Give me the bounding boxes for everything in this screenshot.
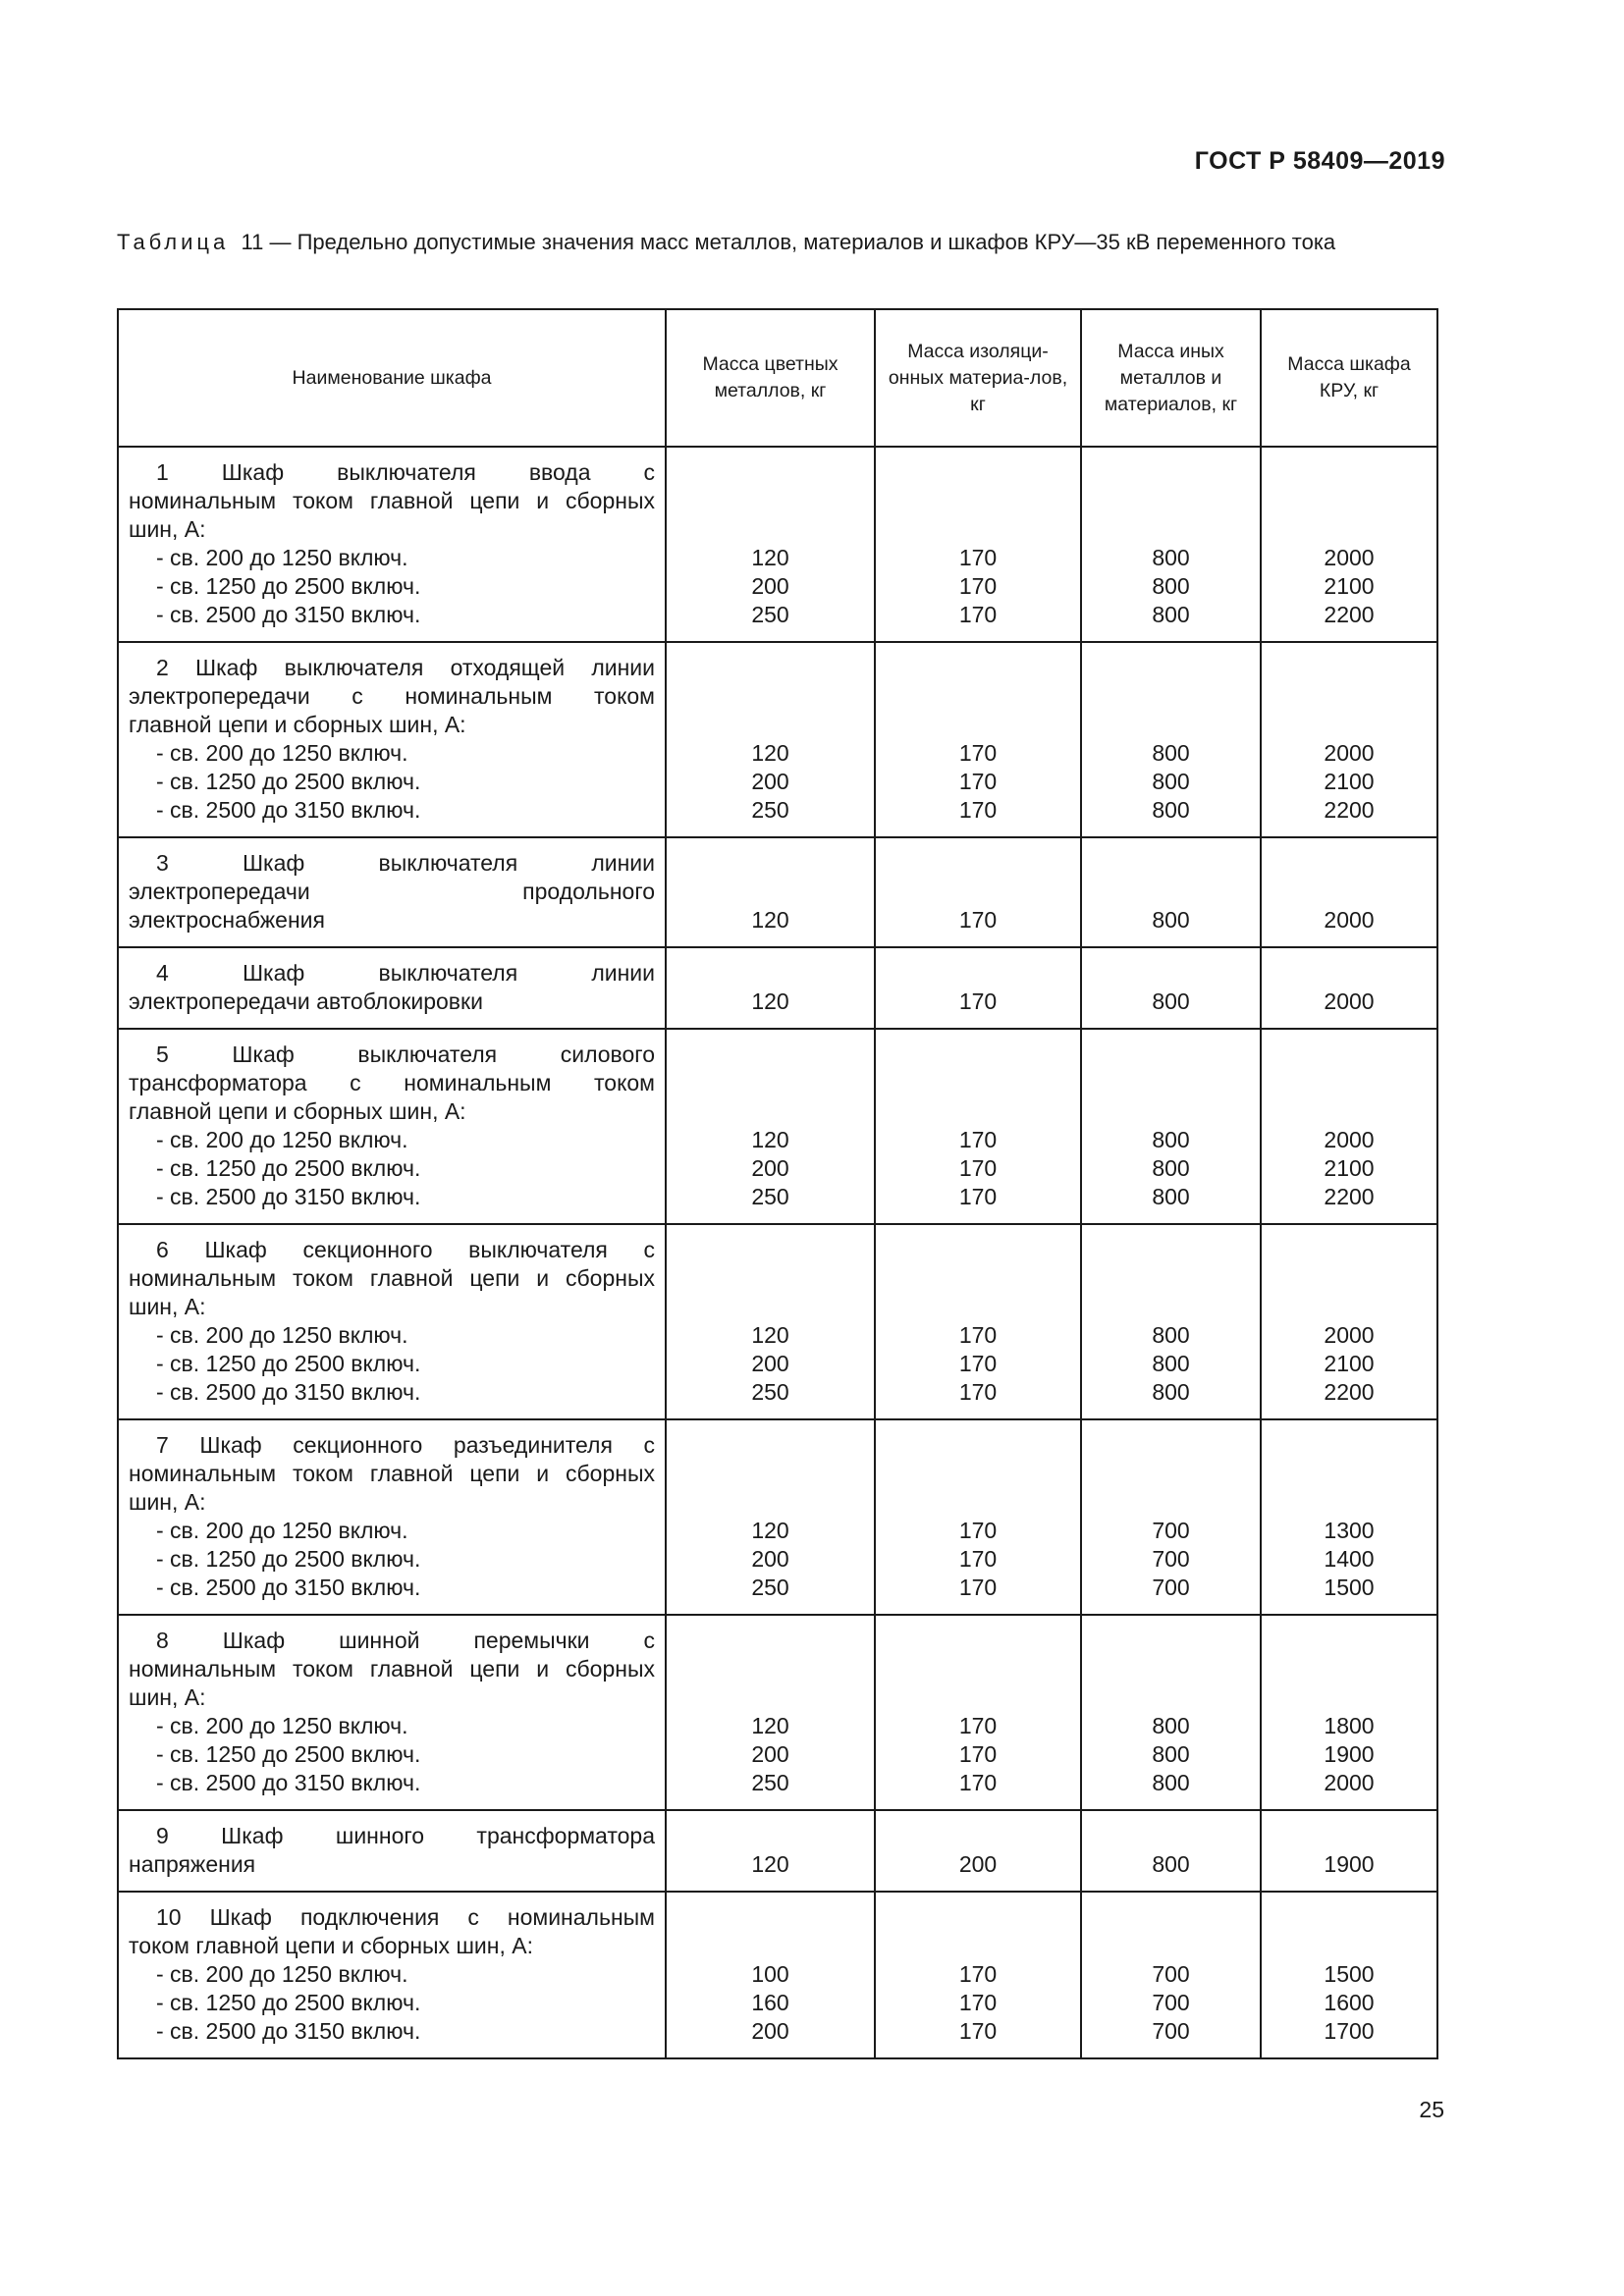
mass-value: 120 (751, 545, 789, 570)
mass-value: 170 (958, 1546, 998, 1572)
mass-value: 120 (751, 1713, 789, 1738)
nonferrous-mass-cell (666, 1419, 875, 1615)
mass-value: 170 (958, 573, 998, 599)
nonferrous-mass-cell (666, 947, 875, 1029)
cabinet-name-line: 6 Шкаф секционного выключателя с (156, 1237, 655, 1262)
cabinet-name-line: электропередачи продольного (129, 879, 655, 904)
mass-value: 2100 (1324, 573, 1375, 599)
cabinet-mass-cell (1261, 447, 1437, 642)
cabinet-name-line: главной цепи и сборных шин, А: (129, 712, 466, 737)
cabinet-name-line: 5 Шкаф выключателя силового (156, 1041, 655, 1067)
mass-value: 170 (958, 797, 998, 823)
current-range: - св. 2500 до 3150 включ. (156, 602, 421, 627)
cabinet-name-line: электропередачи автоблокировки (129, 988, 483, 1014)
current-range: - св. 1250 до 2500 включ. (156, 1546, 421, 1572)
mass-value: 800 (1152, 1351, 1190, 1376)
mass-value: 2100 (1324, 769, 1375, 794)
table-caption (117, 228, 1452, 256)
nonferrous-mass-cell (666, 837, 875, 947)
mass-value: 120 (751, 740, 789, 766)
cabinet-name-line: главной цепи и сборных шин, А: (129, 1098, 466, 1124)
mass-value: 250 (751, 602, 789, 627)
mass-value: 700 (1152, 1990, 1190, 2015)
mass-value: 800 (1152, 573, 1190, 599)
cabinet-name-cell (118, 837, 666, 947)
mass-value: 1900 (1324, 1851, 1375, 1877)
cabinet-mass-cell (1261, 642, 1437, 837)
header-cabinet-name: Наименование шкафа (118, 309, 666, 447)
mass-value: 1500 (1324, 1961, 1375, 1987)
mass-value: 800 (1152, 740, 1190, 766)
mass-value: 170 (958, 1990, 998, 2015)
mass-value: 800 (1152, 907, 1190, 933)
mass-value: 800 (1152, 1322, 1190, 1348)
cabinet-name-line: 10 Шкаф подключения с номинальным (156, 1904, 655, 1930)
standard-code: ГОСТ Р 58409—2019 (1194, 147, 1445, 175)
mass-value: 700 (1152, 1518, 1190, 1543)
mass-value: 800 (1152, 1127, 1190, 1152)
mass-value: 2000 (1324, 1770, 1375, 1795)
mass-value: 250 (751, 1770, 789, 1795)
cabinet-name-cell (118, 1419, 666, 1615)
mass-value: 120 (751, 1851, 789, 1877)
mass-value: 2100 (1324, 1155, 1375, 1181)
mass-value: 200 (958, 1851, 998, 1877)
header-cabinet-mass: Масса шкафа КРУ, кг (1261, 309, 1437, 447)
cabinet-name-line: номинальным током главной цепи и сборных (129, 1461, 655, 1486)
cabinet-name-line: 2 Шкаф выключателя отходящей линии (156, 655, 655, 680)
mass-value: 170 (958, 1741, 998, 1767)
table-caption-label: Таблица (117, 230, 230, 254)
mass-value: 170 (958, 1127, 998, 1152)
mass-value: 250 (751, 797, 789, 823)
mass-value: 800 (1152, 545, 1190, 570)
mass-value: 800 (1152, 1155, 1190, 1181)
current-range: - св. 2500 до 3150 включ. (156, 1379, 421, 1405)
nonferrous-mass-cell (666, 1029, 875, 1224)
cabinet-name-line: шин, А: (129, 1294, 206, 1319)
mass-value: 170 (958, 1184, 998, 1209)
cabinet-name-line: шин, А: (129, 1684, 206, 1710)
cabinet-name-cell (118, 1810, 666, 1892)
current-range: - св. 2500 до 3150 включ. (156, 1770, 421, 1795)
mass-value: 200 (751, 1741, 789, 1767)
cabinet-name-line: электропередачи с номинальным током (129, 683, 655, 709)
table-row (118, 642, 1437, 837)
mass-value: 800 (1152, 988, 1190, 1014)
cabinet-name-line: номинальным током главной цепи и сборных (129, 1265, 655, 1291)
current-range: - св. 1250 до 2500 включ. (156, 1741, 421, 1767)
insulation-mass-cell (875, 1029, 1081, 1224)
mass-value: 2100 (1324, 1351, 1375, 1376)
current-range: - св. 200 до 1250 включ. (156, 740, 408, 766)
current-range: - св. 1250 до 2500 включ. (156, 1990, 421, 2015)
insulation-mass-cell (875, 837, 1081, 947)
insulation-mass-cell (875, 1615, 1081, 1810)
other-mass-cell (1081, 1419, 1261, 1615)
mass-value: 170 (958, 1155, 998, 1181)
cabinet-mass-cell (1261, 837, 1437, 947)
mass-value: 1600 (1324, 1990, 1375, 2015)
mass-value: 800 (1152, 1851, 1190, 1877)
cabinet-name-cell (118, 447, 666, 642)
cabinet-name-line: 9 Шкаф шинного трансформатора (156, 1823, 655, 1848)
table-body (118, 447, 1437, 2058)
cabinet-name-cell (118, 947, 666, 1029)
other-mass-cell (1081, 837, 1261, 947)
mass-value: 120 (751, 1127, 789, 1152)
current-range: - св. 1250 до 2500 включ. (156, 769, 421, 794)
table-row (118, 947, 1437, 1029)
cabinet-name-cell (118, 1029, 666, 1224)
mass-value: 100 (751, 1961, 789, 1987)
mass-value: 120 (751, 1322, 789, 1348)
table-row (118, 1615, 1437, 1810)
current-range: - св. 200 до 1250 включ. (156, 1127, 408, 1152)
insulation-mass-cell (875, 1810, 1081, 1892)
mass-limits-table (117, 308, 1438, 2059)
cabinet-name-line: 1 Шкаф выключателя ввода с (156, 459, 655, 485)
mass-value: 170 (958, 1518, 998, 1543)
mass-value: 170 (958, 988, 998, 1014)
mass-value: 1700 (1324, 2018, 1375, 2044)
nonferrous-mass-cell (666, 447, 875, 642)
cabinet-mass-cell (1261, 947, 1437, 1029)
current-range: - св. 2500 до 3150 включ. (156, 797, 421, 823)
mass-value: 800 (1152, 797, 1190, 823)
current-range: - св. 200 до 1250 включ. (156, 1518, 408, 1543)
mass-value: 200 (751, 573, 789, 599)
mass-value: 2000 (1324, 988, 1375, 1014)
nonferrous-mass-cell (666, 642, 875, 837)
mass-value: 170 (958, 1961, 998, 1987)
other-mass-cell (1081, 1224, 1261, 1419)
mass-value: 200 (751, 1351, 789, 1376)
mass-value: 170 (958, 545, 998, 570)
mass-value: 2000 (1324, 1127, 1375, 1152)
current-range: - св. 2500 до 3150 включ. (156, 1575, 421, 1600)
current-range: - св. 1250 до 2500 включ. (156, 1351, 421, 1376)
current-range: - св. 2500 до 3150 включ. (156, 2018, 421, 2044)
current-range: - св. 200 до 1250 включ. (156, 1961, 408, 1987)
current-range: - св. 2500 до 3150 включ. (156, 1184, 421, 1209)
cabinet-mass-cell (1261, 1419, 1437, 1615)
mass-value: 700 (1152, 1575, 1190, 1600)
cabinet-mass-cell (1261, 1224, 1437, 1419)
mass-value: 120 (751, 988, 789, 1014)
other-mass-cell (1081, 1810, 1261, 1892)
other-mass-cell (1081, 1892, 1261, 2058)
mass-value: 170 (958, 1770, 998, 1795)
current-range: - св. 200 до 1250 включ. (156, 1713, 408, 1738)
current-range: - св. 200 до 1250 включ. (156, 545, 408, 570)
current-range: - св. 1250 до 2500 включ. (156, 1155, 421, 1181)
nonferrous-mass-cell (666, 1810, 875, 1892)
table-row (118, 1029, 1437, 1224)
current-range: - св. 200 до 1250 включ. (156, 1322, 408, 1348)
mass-value: 200 (751, 1155, 789, 1181)
table-row (118, 1419, 1437, 1615)
nonferrous-mass-cell (666, 1615, 875, 1810)
cabinet-name-line: шин, А: (129, 1489, 206, 1515)
mass-value: 2200 (1324, 1379, 1375, 1405)
mass-value: 170 (958, 740, 998, 766)
mass-value: 170 (958, 1351, 998, 1376)
mass-value: 1900 (1324, 1741, 1375, 1767)
other-mass-cell (1081, 947, 1261, 1029)
mass-value: 700 (1152, 1546, 1190, 1572)
mass-value: 1300 (1324, 1518, 1375, 1543)
mass-value: 1500 (1324, 1575, 1375, 1600)
cabinet-name-line: номинальным током главной цепи и сборных (129, 488, 655, 513)
mass-value: 170 (958, 602, 998, 627)
cabinet-name-cell (118, 642, 666, 837)
other-mass-cell (1081, 1615, 1261, 1810)
mass-value: 800 (1152, 1184, 1190, 1209)
insulation-mass-cell (875, 1892, 1081, 2058)
cabinet-name-line: 4 Шкаф выключателя линии (156, 960, 655, 986)
mass-value: 120 (751, 907, 789, 933)
cabinet-name-cell (118, 1892, 666, 2058)
mass-value: 2000 (1324, 545, 1375, 570)
mass-value: 160 (751, 1990, 789, 2015)
cabinet-mass-cell (1261, 1810, 1437, 1892)
cabinet-name-line: трансформатора с номинальным током (129, 1070, 655, 1095)
cabinet-name-line: током главной цепи и сборных шин, А: (129, 1933, 533, 1958)
insulation-mass-cell (875, 642, 1081, 837)
insulation-mass-cell (875, 947, 1081, 1029)
mass-value: 2000 (1324, 907, 1375, 933)
insulation-mass-cell (875, 447, 1081, 642)
mass-value: 1400 (1324, 1546, 1375, 1572)
mass-value: 120 (751, 1518, 789, 1543)
mass-value: 800 (1152, 602, 1190, 627)
mass-value: 170 (958, 1322, 998, 1348)
nonferrous-mass-cell (666, 1892, 875, 2058)
cabinet-name-line: номинальным током главной цепи и сборных (129, 1656, 655, 1682)
table-row (118, 1892, 1437, 2058)
mass-value: 170 (958, 2018, 998, 2044)
mass-value: 800 (1152, 1741, 1190, 1767)
cabinet-name-line: электроснабжения (129, 907, 325, 933)
table-header-row (118, 309, 1437, 447)
insulation-mass-cell (875, 1224, 1081, 1419)
mass-value: 2000 (1324, 1322, 1375, 1348)
mass-value: 700 (1152, 2018, 1190, 2044)
mass-value: 2200 (1324, 797, 1375, 823)
cabinet-name-line: шин, А: (129, 516, 206, 542)
insulation-mass-cell (875, 1419, 1081, 1615)
cabinet-name-cell (118, 1224, 666, 1419)
page-number: 25 (1419, 2097, 1444, 2122)
nonferrous-mass-cell (666, 1224, 875, 1419)
table-row (118, 1810, 1437, 1892)
other-mass-cell (1081, 642, 1261, 837)
mass-value: 170 (958, 1379, 998, 1405)
mass-value: 200 (751, 2018, 789, 2044)
mass-value: 700 (1152, 1961, 1190, 1987)
cabinet-mass-cell (1261, 1615, 1437, 1810)
mass-value: 170 (958, 907, 998, 933)
mass-value: 800 (1152, 769, 1190, 794)
mass-value: 200 (751, 1546, 789, 1572)
cabinet-name-line: 8 Шкаф шинной перемычки с (156, 1628, 655, 1653)
mass-value: 800 (1152, 1379, 1190, 1405)
mass-value: 2200 (1324, 602, 1375, 627)
table-row (118, 837, 1437, 947)
mass-value: 2000 (1324, 740, 1375, 766)
cabinet-mass-cell (1261, 1029, 1437, 1224)
mass-value: 2200 (1324, 1184, 1375, 1209)
cabinet-name-cell (118, 1615, 666, 1810)
mass-value: 250 (751, 1184, 789, 1209)
mass-value: 800 (1152, 1770, 1190, 1795)
table-row (118, 447, 1437, 642)
header-other-mass: Масса иных металлов и материалов, кг (1081, 309, 1261, 447)
cabinet-name-line: 3 Шкаф выключателя линии (156, 850, 655, 876)
other-mass-cell (1081, 1029, 1261, 1224)
header-nonferrous-mass: Масса цветных металлов, кг (666, 309, 875, 447)
mass-value: 250 (751, 1379, 789, 1405)
header-insulation-mass: Масса изоляци-онных материа-лов, кг (875, 309, 1081, 447)
other-mass-cell (1081, 447, 1261, 642)
current-range: - св. 1250 до 2500 включ. (156, 573, 421, 599)
table-caption-text: 11 — Предельно допустимые значения масс металлов, материалов и шкафов КРУ—35 кВ переменного тока (241, 230, 1336, 254)
mass-value: 1800 (1324, 1713, 1375, 1738)
mass-value: 170 (958, 769, 998, 794)
mass-value: 800 (1152, 1713, 1190, 1738)
mass-value: 250 (751, 1575, 789, 1600)
mass-value: 200 (751, 769, 789, 794)
mass-value: 170 (958, 1713, 998, 1738)
cabinet-name-line: напряжения (129, 1851, 256, 1877)
cabinet-mass-cell (1261, 1892, 1437, 2058)
mass-value: 170 (958, 1575, 998, 1600)
table-row (118, 1224, 1437, 1419)
cabinet-name-line: 7 Шкаф секционного разъединителя с (156, 1432, 655, 1458)
